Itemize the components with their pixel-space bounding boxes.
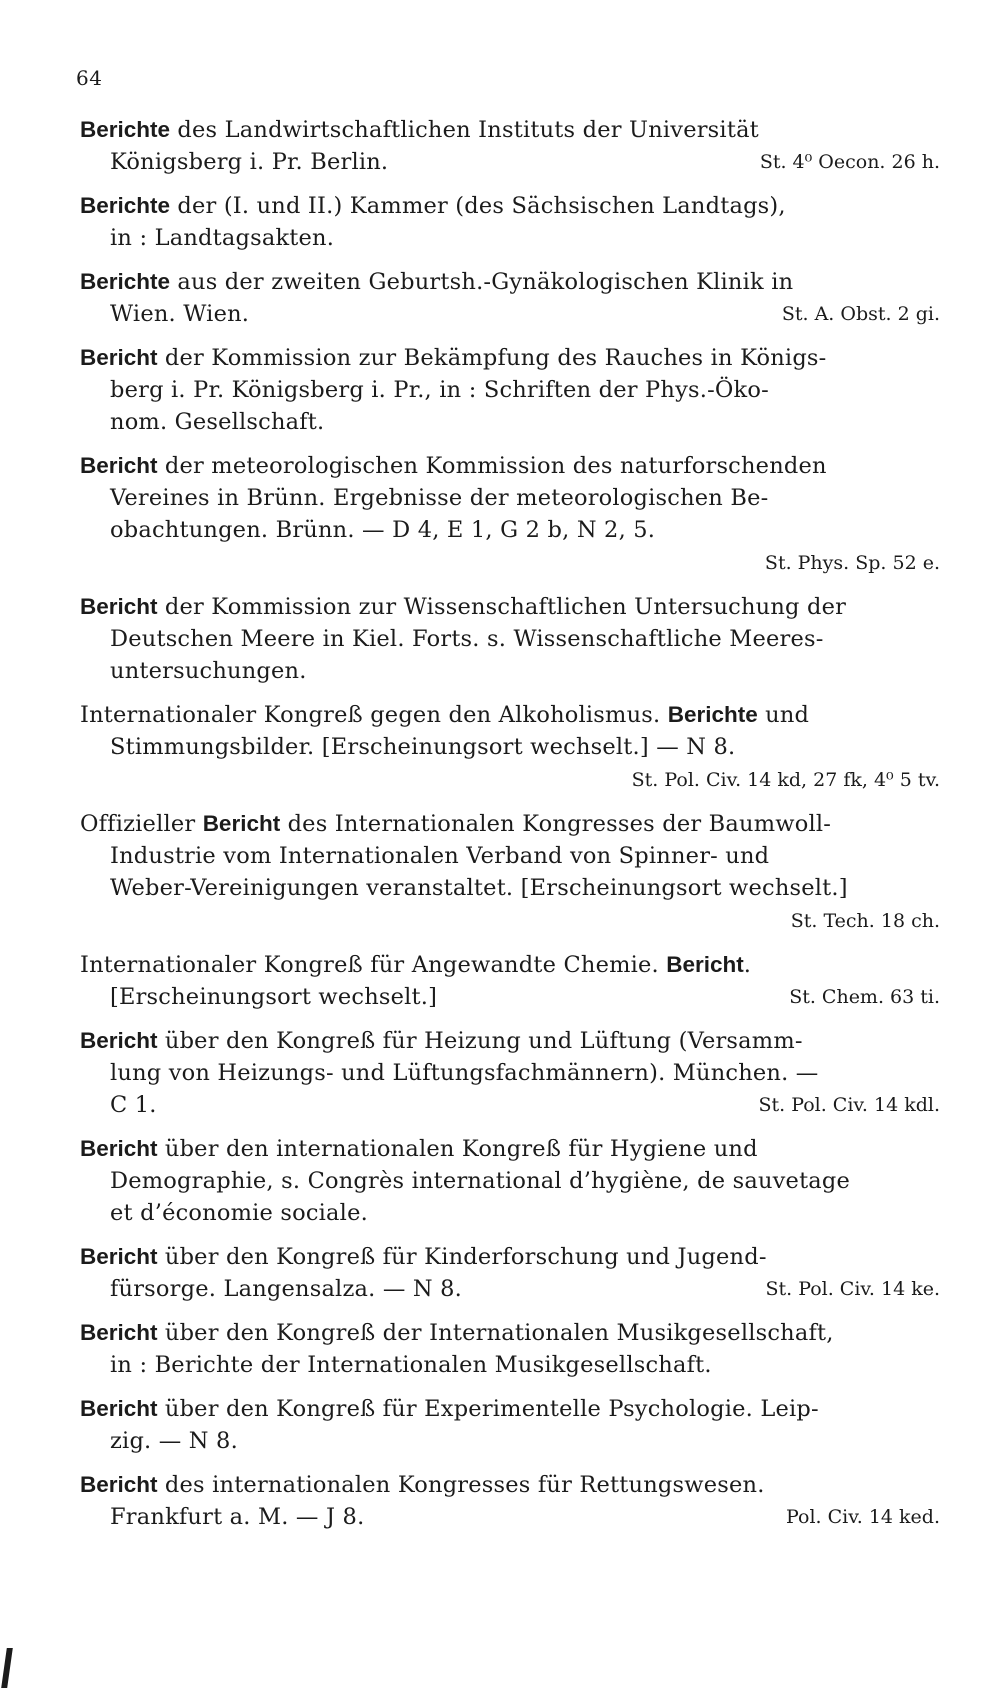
entry-line <box>80 146 940 178</box>
entry-keyword: Berichte <box>80 193 171 218</box>
entry-text: fürsorge. Langensalza. — N 8. <box>110 1276 462 1302</box>
entry-line <box>80 623 940 655</box>
entry-keyword: Berichte <box>80 117 171 142</box>
bibliography-entries <box>80 114 940 1545</box>
entry-text: Wien. Wien. <box>110 301 250 327</box>
entry-line <box>80 981 940 1013</box>
entry-text: des internationalen Kongresses für Rettungswesen. <box>157 1472 765 1498</box>
entry <box>80 1393 940 1457</box>
entry-line <box>80 731 940 763</box>
entry <box>80 342 940 438</box>
entry-text: Demographie, s. Congrès international d’hygiène, de sauvetage <box>110 1168 851 1194</box>
entry-keyword: Bericht <box>80 453 158 478</box>
entry-text: Deutschen Meere in Kiel. Forts. s. Wissenschaftliche Meeres- <box>110 626 824 652</box>
entry-text: nom. Gesellschaft. <box>110 409 325 435</box>
entry-keyword: Bericht <box>80 1136 158 1161</box>
entry-line <box>80 514 940 546</box>
entry-line <box>80 1317 940 1349</box>
entry-line <box>80 1165 940 1197</box>
entry-line <box>80 1393 940 1425</box>
entry-text: Weber-Vereinigungen veranstaltet. [Erscheinungsort wechselt.] <box>110 875 848 901</box>
entry-text: in : Berichte der Internationalen Musikgesellschaft. <box>110 1352 712 1378</box>
entry-text: berg i. Pr. Königsberg i. Pr., in : Schriften der Phys.-Öko- <box>110 377 769 403</box>
shelf-signature: Pol. Civ. 14 ked. <box>786 1506 940 1528</box>
entry <box>80 949 940 1013</box>
entry-prefix: Internationaler Kongreß für Angewandte Chemie. <box>80 952 667 978</box>
entry-keyword: Bericht <box>80 1244 158 1269</box>
entry-line <box>80 450 940 482</box>
entry-line <box>80 1197 940 1229</box>
entry-line <box>80 374 940 406</box>
entry-line-text-group <box>110 1089 157 1121</box>
entry-line <box>80 1241 940 1273</box>
shelf-signature: St. Pol. Civ. 14 kd, 27 fk, 4⁰ 5 tv. <box>631 769 940 791</box>
entry-text: Frankfurt a. M. — J 8. <box>110 1504 365 1530</box>
shelf-signature-line <box>80 904 940 937</box>
shelf-signature: St. Chem. 63 ti. <box>789 986 940 1008</box>
entry-keyword: Bericht <box>666 952 744 977</box>
entry-line-text-group <box>110 1273 462 1305</box>
entry-keyword: Bericht <box>202 811 281 836</box>
entry-text: über den Kongreß für Kinderforschung und Jugend- <box>157 1244 767 1270</box>
entry-line <box>80 1349 940 1381</box>
entry-line <box>80 591 940 623</box>
entry-text: des Internationalen Kongresses der Baumwoll- <box>280 811 832 837</box>
entry <box>80 1025 940 1121</box>
entry-line <box>80 1425 940 1457</box>
entry-text: . <box>743 952 752 978</box>
shelf-signature-line <box>80 546 940 579</box>
entry-line <box>80 655 940 687</box>
entry <box>80 699 940 796</box>
entry-keyword: Berichte <box>667 702 758 727</box>
entry-line <box>80 699 940 731</box>
entry-keyword: Bericht <box>80 1472 158 1497</box>
entry-text: über den Kongreß für Experimentelle Psychologie. Leip- <box>157 1396 819 1422</box>
entry-line <box>80 266 940 298</box>
entry-text: über den Kongreß für Heizung und Lüftung (Versamm- <box>157 1028 803 1054</box>
entry <box>80 1241 940 1305</box>
entry-line <box>80 1469 940 1501</box>
entry-line <box>80 840 940 872</box>
entry-line <box>80 298 940 330</box>
entry-text: obachtungen. Brünn. — D 4, E 1, G 2 b, N 2, 5. <box>110 517 656 543</box>
entry-text: in : Landtagsakten. <box>110 225 335 251</box>
entry-text: der Kommission zur Wissenschaftlichen Untersuchung der <box>157 594 847 620</box>
shelf-signature: St. A. Obst. 2 gi. <box>781 303 940 325</box>
entry-line <box>80 342 940 374</box>
entry-keyword: Bericht <box>80 1396 158 1421</box>
entry-line <box>80 1133 940 1165</box>
entry-text: [Erscheinungsort wechselt.] <box>110 984 438 1010</box>
shelf-signature: St. 4⁰ Oecon. 26 h. <box>759 151 940 173</box>
entry <box>80 591 940 687</box>
entry <box>80 190 940 254</box>
entry-prefix: Offizieller <box>80 811 203 837</box>
entry-text: et d’économie sociale. <box>110 1200 368 1226</box>
entry-keyword: Bericht <box>80 1028 158 1053</box>
entry-keyword: Bericht <box>80 1320 158 1345</box>
entry-line <box>80 482 940 514</box>
entry-text: Vereines in Brünn. Ergebnisse der meteorologischen Be- <box>110 485 769 511</box>
entry <box>80 808 940 937</box>
entry-line-text-group <box>110 1501 364 1533</box>
entry-line <box>80 1057 940 1089</box>
entry <box>80 1317 940 1381</box>
entry-line <box>80 872 940 904</box>
entry-text: C 1. <box>110 1092 157 1118</box>
entry-line-text-group <box>110 146 388 178</box>
entry-keyword: Berichte <box>80 269 171 294</box>
entry-text: zig. — N 8. <box>110 1428 238 1454</box>
entry-text: Industrie vom Internationalen Verband von Spinner- und <box>110 843 770 869</box>
entry-text: der (I. und II.) Kammer (des Sächsischen Landtags), <box>170 193 786 219</box>
shelf-signature-line <box>80 763 940 796</box>
entry-text: und <box>757 702 810 728</box>
entry <box>80 450 940 579</box>
page-number: 64 <box>76 66 103 90</box>
entry-text: lung von Heizungs- und Lüftungsfachmännern). München. — <box>110 1060 819 1086</box>
entry <box>80 1133 940 1229</box>
entry-line-text-group <box>110 298 249 330</box>
entry-line <box>80 808 940 840</box>
entry-keyword: Bericht <box>80 594 158 619</box>
entry-keyword: Bericht <box>80 345 158 370</box>
entry-text: über den internationalen Kongreß für Hygiene und <box>157 1136 758 1162</box>
entry-line <box>80 949 940 981</box>
entry-text: der Kommission zur Bekämpfung des Rauches in Königs- <box>157 345 827 371</box>
shelf-signature: St. Pol. Civ. 14 kdl. <box>758 1094 940 1116</box>
entry <box>80 1469 940 1533</box>
margin-mark <box>1 1648 13 1688</box>
entry-text: der meteorologischen Kommission des naturforschenden <box>157 453 827 479</box>
entry-line <box>80 114 940 146</box>
entry-line <box>80 1501 940 1533</box>
entry <box>80 114 940 178</box>
entry-line <box>80 406 940 438</box>
entry-text: Königsberg i. Pr. Berlin. <box>110 149 389 175</box>
entry-prefix: Internationaler Kongreß gegen den Alkoholismus. <box>80 702 668 728</box>
entry-text: des Landwirtschaftlichen Instituts der Universität <box>170 117 759 143</box>
entry-text: über den Kongreß der Internationalen Musikgesellschaft, <box>157 1320 834 1346</box>
entry-line <box>80 1089 940 1121</box>
entry <box>80 266 940 330</box>
shelf-signature: St. Phys. Sp. 52 e. <box>764 552 940 574</box>
entry-text: aus der zweiten Geburtsh.-Gynäkologischen Klinik in <box>170 269 794 295</box>
entry-line <box>80 190 940 222</box>
entry-text: untersuchungen. <box>110 658 307 684</box>
entry-line <box>80 1025 940 1057</box>
shelf-signature: St. Pol. Civ. 14 ke. <box>765 1278 940 1300</box>
entry-line <box>80 1273 940 1305</box>
entry-line-text-group <box>110 981 437 1013</box>
shelf-signature: St. Tech. 18 ch. <box>790 910 940 932</box>
entry-line <box>80 222 940 254</box>
entry-text: Stimmungsbilder. [Erscheinungsort wechselt.] — N 8. <box>110 734 736 760</box>
